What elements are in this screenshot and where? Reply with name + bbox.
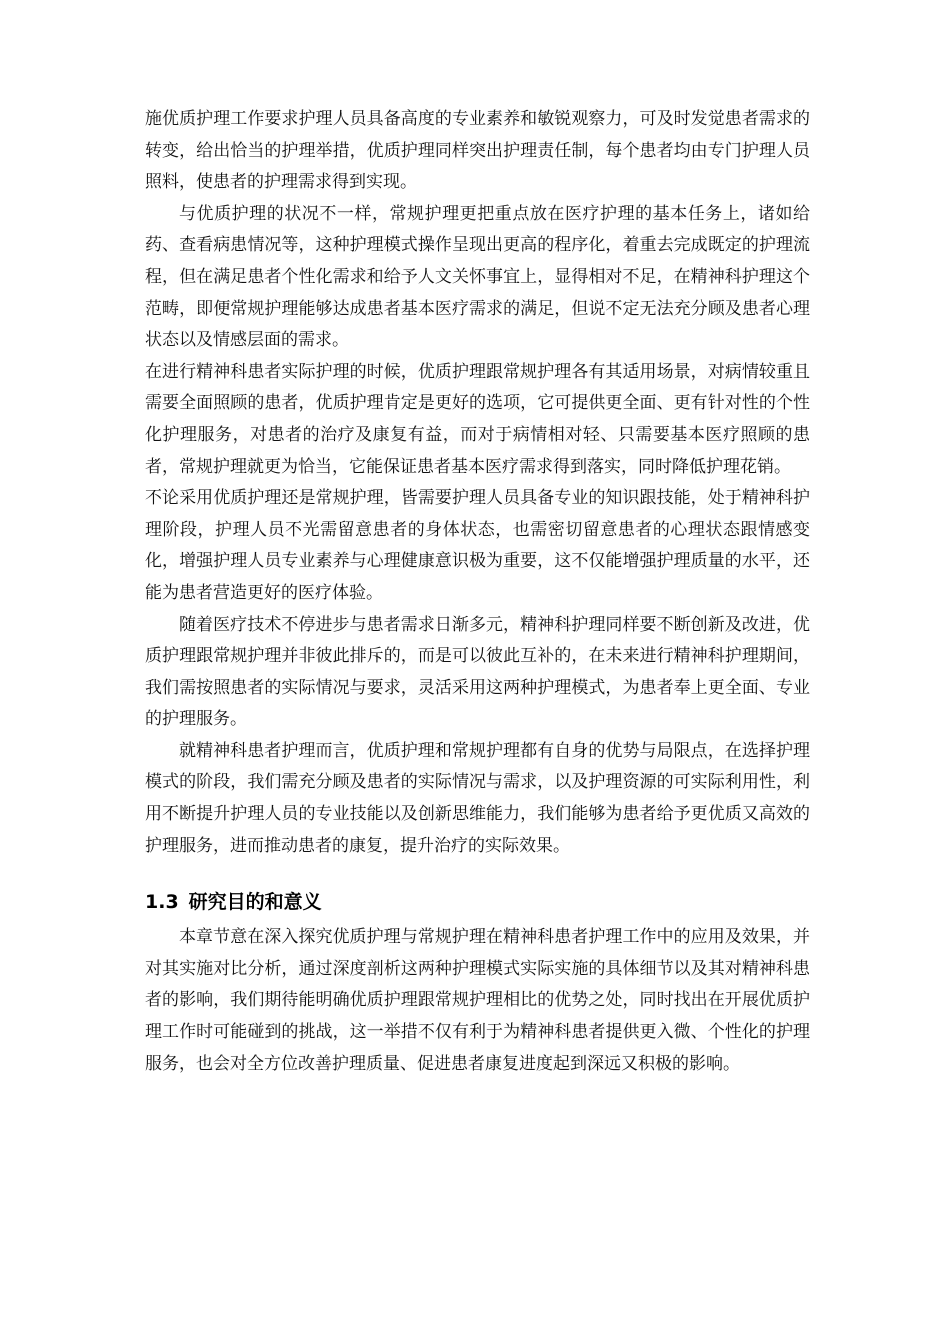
paragraph-5: 随着医疗技术不停进步与患者需求日渐多元，精神科护理同样要不断创新及改进，优质护理跟常规护理并非彼此排斥的，而是可以彼此互补的，在未来进行精神科护理期间，我们需按照患者的实际情况与要求，灵活采用这两种护理模式，为患者奉上更全面、专业的护理服务。 (145, 614, 810, 730)
paragraph-4: 不论采用优质护理还是常规护理，皆需要护理人员具备专业的知识跟技能，处于精神科护理阶段，护理人员不光需留意患者的身体状态，也需密切留意患者的心理状态跟情感变化，增强护理人员专业素养与心理健康意识极为重要，这不仅能增强护理质量的水平，还能为患者营造更好的医疗体验。 (145, 488, 810, 603)
paragraph-7: 本章节意在深入探究优质护理与常规护理在精神科患者护理工作中的应用及效果，并对其实施对比分析，通过深度剖析这两种护理模式实际实施的具体细节以及其对精神科患者的影响，我们期待能明确优质护理跟常规护理相比的优势之处，同时找出在开展优质护理工作时可能碰到的挑战，这一举措不仅有利于为精神科患者提供更入微、个性化的护理服务，也会对全方位改善护理质量、促进患者康复进度起到深远又积极的影响。 (145, 927, 810, 1074)
section-heading (145, 882, 810, 922)
section-title: 研究目的和意义 (188, 891, 322, 914)
document-page (145, 104, 810, 1080)
paragraph-2: 与优质护理的状况不一样，常规护理更把重点放在医疗护理的基本任务上，诸如给药、查看病患情况等，这种护理模式操作呈现出更高的程序化，着重去完成既定的护理流程，但在满足患者个性化需求和给予人文关怀事宜上，显得相对不足，在精神科护理这个范畴，即便常规护理能够达成患者基本医疗需求的满足，但说不定无法充分顾及患者心理状态以及情感层面的需求。 (145, 203, 810, 351)
section-number: 1.3 (145, 891, 179, 914)
paragraph-1: 施优质护理工作要求护理人员具备高度的专业素养和敏锐观察力，可及时发觉患者需求的转变，给出恰当的护理举措，优质护理同样突出护理责任制，每个患者均由专门护理人员照料，使患者的护理需求得到实现。 (145, 109, 810, 193)
paragraph-6: 就精神科患者护理而言，优质护理和常规护理都有自身的优势与局限点，在选择护理模式的阶段，我们需充分顾及患者的实际情况与需求，以及护理资源的可实际利用性，利用不断提升护理人员的专业技能以及创新思维能力，我们能够为患者给予更优质又高效的护理服务，进而推动患者的康复，提升治疗的实际效果。 (145, 740, 810, 856)
paragraph-3: 在进行精神科患者实际护理的时候，优质护理跟常规护理各有其适用场景，对病情较重且需要全面照顾的患者，优质护理肯定是更好的选项，它可提供更全面、更有针对性的个性化护理服务，对患者的治疗及康复有益，而对于病情相对轻、只需要基本医疗照顾的患者，常规护理就更为恰当，它能保证患者基本医疗需求得到落实，同时降低护理花销。 (145, 361, 810, 477)
